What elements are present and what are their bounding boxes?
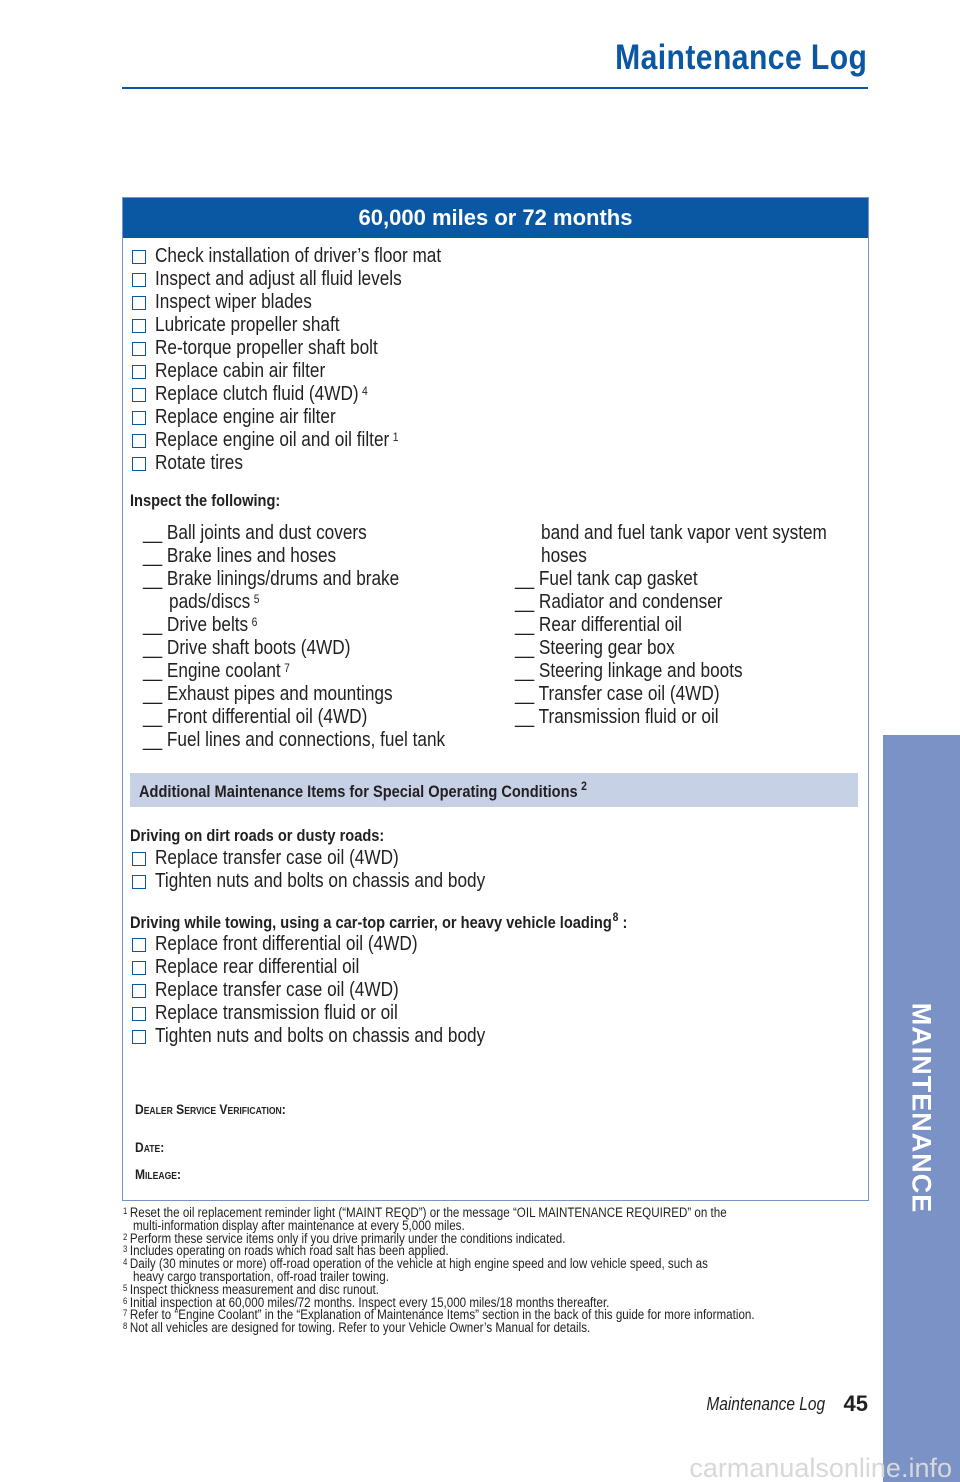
inspect-right-item: __ Steering linkage and boots — [515, 660, 743, 682]
task-item-text: Replace engine oil and oil filter — [155, 429, 390, 451]
inspect-left-item-sup: 5 — [253, 592, 260, 606]
dirt-item: Replace transfer case oil (4WD) — [155, 847, 399, 869]
dealer-verification-label: Dealer Service Verification: — [135, 1101, 286, 1117]
checkbox-icon[interactable] — [132, 250, 146, 264]
inspect-right-item: __ Transmission fluid or oil — [515, 706, 719, 728]
side-tab-label: MAINTENANCE — [906, 1002, 937, 1214]
footnote-number: 1 — [123, 1206, 128, 1216]
inspect-left-item-text: __ Drive belts — [143, 614, 249, 636]
checkbox-icon[interactable] — [132, 342, 146, 356]
inspect-left-item-text: pads/discs — [169, 591, 251, 613]
inspect-right-item: hoses — [541, 545, 587, 567]
footnote-number: 6 — [123, 1295, 128, 1306]
task-item-text: Replace engine air filter — [155, 406, 336, 428]
inspect-left-item — [169, 591, 259, 614]
checkbox-icon[interactable] — [132, 938, 146, 952]
task-item-text: Lubricate propeller shaft — [155, 314, 340, 336]
additional-heading — [139, 779, 587, 802]
footnote-number: 7 — [123, 1308, 128, 1319]
inspect-right-item: __ Steering gear box — [515, 637, 675, 659]
page-title: Maintenance Log — [614, 38, 867, 77]
inspect-right-item: band and fuel tank vapor vent system — [541, 522, 827, 544]
checkbox-icon[interactable] — [132, 875, 146, 889]
inspect-left-item — [143, 637, 350, 660]
task-item — [155, 429, 398, 452]
task-item — [155, 268, 402, 291]
task-item — [155, 291, 312, 314]
inspect-left-item-sup: 7 — [284, 661, 290, 675]
footnote-number: 3 — [123, 1244, 128, 1255]
inspect-left-item-text: __ Fuel lines and connections, fuel tank — [143, 729, 446, 751]
checkbox-icon[interactable] — [132, 1030, 146, 1044]
towing-item: Replace rear differential oil — [155, 956, 360, 978]
checkbox-icon[interactable] — [132, 457, 146, 471]
inspect-right-item: __ Fuel tank cap gasket — [515, 568, 698, 590]
towing-heading — [130, 910, 628, 933]
footnote-text: Refer to “Engine Coolant” in the “Explanation of Maintenance Items” section in the back of this guide for more information. — [129, 1307, 755, 1323]
towing-heading-sup: 8 — [612, 910, 619, 924]
inspect-left-item-text: __ Exhaust pipes and mountings — [143, 683, 393, 705]
inspect-right-item: __ Rear differential oil — [515, 614, 683, 636]
inspect-left-item — [143, 522, 367, 545]
footnote-text: Initial inspection at 60,000 miles/72 months. Inspect every 15,000 miles/18 months thereafter. — [129, 1294, 610, 1310]
inspect-left-item — [143, 660, 290, 683]
inspect-left-item-text: __ Front differential oil (4WD) — [143, 706, 368, 728]
task-item-text: Re-torque propeller shaft bolt — [155, 337, 378, 359]
inspect-left-item-text: __ Drive shaft boots (4WD) — [143, 637, 351, 659]
towing-heading-suffix: : — [618, 913, 628, 932]
task-item-text: Replace cabin air filter — [155, 360, 326, 382]
inspect-left-item-sup: 6 — [251, 615, 258, 629]
inspect-left-item-text: __ Brake lines and hoses — [143, 545, 337, 567]
task-item-sup: 4 — [362, 384, 368, 398]
task-item-text: Inspect wiper blades — [155, 291, 312, 313]
footer-label: Maintenance Log — [706, 1394, 825, 1414]
mileage-label: Mileage: — [135, 1166, 182, 1182]
additional-heading-text: Additional Maintenance Items for Special Operating Conditions — [139, 782, 578, 801]
inspect-heading: Inspect the following: — [130, 491, 281, 510]
checkbox-icon[interactable] — [132, 1007, 146, 1021]
footnote-text: Inspect thickness measurement and disc runout. — [129, 1281, 379, 1297]
towing-item: Replace transfer case oil (4WD) — [155, 979, 399, 1001]
towing-heading-text: Driving while towing, using a car-top carrier, or heavy vehicle loading — [130, 913, 612, 932]
inspect-left-item — [143, 729, 445, 752]
task-item — [155, 360, 325, 383]
watermark: carmanualsonline.info — [689, 1453, 952, 1482]
inspect-left-item-text: __ Brake linings/drums and brake — [143, 568, 400, 590]
footnote-text: Reset the oil replacement reminder light (“MAINT REQD”) or the message “OIL MAINTENANCE REQUIRED” on the — [129, 1205, 727, 1220]
task-item-sup: 1 — [392, 430, 399, 444]
footnote-text: multi-information display after maintenance at every 5,000 miles. — [133, 1217, 465, 1233]
footnote-number: 2 — [123, 1231, 128, 1242]
task-item — [155, 383, 368, 406]
checkbox-icon[interactable] — [132, 296, 146, 310]
footnote-text: heavy cargo transportation, off-road trailer towing. — [133, 1269, 389, 1284]
inspect-left-item — [143, 545, 336, 568]
inspect-left-item — [143, 614, 257, 637]
task-item — [155, 406, 336, 429]
inspect-left-item — [143, 706, 367, 729]
footnote-text: Includes operating on roads which road salt has been applied. — [129, 1243, 449, 1259]
footnote-line — [123, 1322, 590, 1335]
checkbox-icon[interactable] — [132, 961, 146, 975]
towing-item: Replace transmission fluid or oil — [155, 1002, 398, 1024]
date-label: Date: — [135, 1139, 165, 1155]
inspect-left-item — [143, 568, 399, 591]
checkbox-icon[interactable] — [132, 434, 146, 448]
task-item — [155, 452, 243, 475]
inspect-right-item: __ Transfer case oil (4WD) — [515, 683, 720, 705]
checkbox-icon[interactable] — [132, 365, 146, 379]
checkbox-icon[interactable] — [132, 852, 146, 866]
interval-header: 60,000 miles or 72 months — [123, 198, 868, 238]
footnote-text: Daily (30 minutes or more) off-road operation of the vehicle at high engine speed and low vehicle speed, such as — [129, 1256, 708, 1272]
task-item-text: Check installation of driver’s floor mat — [155, 245, 442, 267]
towing-item: Replace front differential oil (4WD) — [155, 933, 418, 955]
task-item — [155, 314, 340, 337]
towing-item: Tighten nuts and bolts on chassis and body — [155, 1025, 486, 1047]
checkbox-icon[interactable] — [132, 388, 146, 402]
footnote-text: Perform these service items only if you drive primarily under the conditions indicated. — [129, 1230, 566, 1246]
task-item-text: Inspect and adjust all fluid levels — [155, 268, 402, 290]
inspect-left-item-text: __ Ball joints and dust covers — [143, 522, 367, 544]
footnote-number: 5 — [123, 1282, 128, 1293]
checkbox-icon[interactable] — [132, 319, 146, 333]
task-item-text: Replace clutch fluid (4WD) — [155, 383, 359, 405]
checkbox-icon[interactable] — [132, 273, 146, 287]
dirt-item: Tighten nuts and bolts on chassis and body — [155, 870, 486, 892]
page-number: 45 — [843, 1391, 868, 1416]
footnote-text: Not all vehicles are designed for towing. Refer to your Vehicle Owner’s Manual for details. — [129, 1320, 591, 1336]
footnote-number: 4 — [123, 1257, 128, 1268]
task-item-text: Rotate tires — [155, 452, 243, 474]
checkbox-icon[interactable] — [132, 984, 146, 998]
footnote-number: 8 — [123, 1321, 128, 1332]
inspect-left-item — [143, 683, 393, 706]
inspect-left-item-text: __ Engine coolant — [143, 660, 281, 682]
task-item — [155, 337, 378, 360]
task-item — [155, 245, 441, 268]
checkbox-icon[interactable] — [132, 411, 146, 425]
additional-heading-sup: 2 — [581, 779, 587, 793]
inspect-right-item: __ Radiator and condenser — [515, 591, 723, 613]
title-rule — [122, 87, 868, 89]
dirt-heading: Driving on dirt roads or dusty roads: — [130, 826, 385, 845]
